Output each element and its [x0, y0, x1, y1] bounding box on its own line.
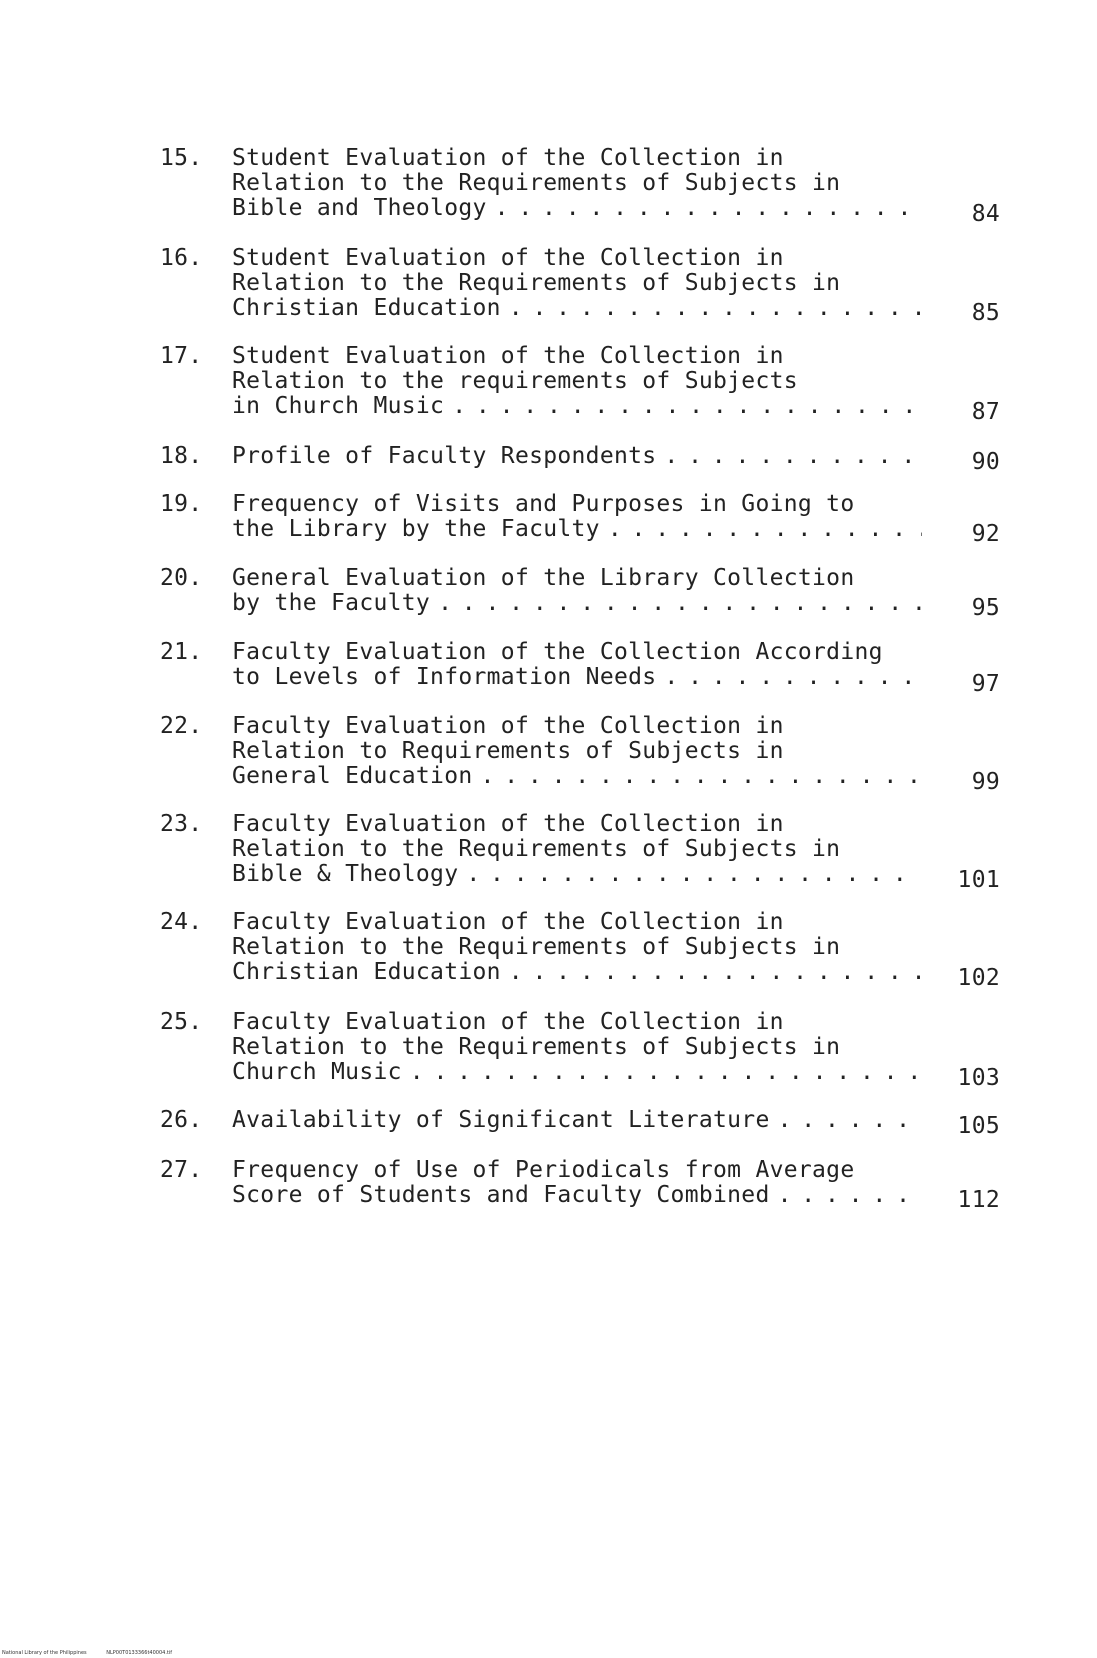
- page-number: 103: [957, 1065, 1000, 1091]
- entry-line: to Levels of Information Needs: [232, 664, 657, 690]
- entry-title: [232, 910, 922, 985]
- entry-line: Bible and Theology: [232, 195, 487, 221]
- page-number: 101: [957, 867, 1000, 893]
- entry-line: Relation to the Requirements of Subjects in: [232, 170, 841, 196]
- entry-line: General Education: [232, 763, 473, 789]
- entry-line: Relation to the Requirements of Subjects in: [232, 836, 841, 862]
- entry-number: 20.: [160, 565, 203, 591]
- entry-title: [232, 640, 922, 690]
- entry-line: by the Faculty: [232, 590, 431, 616]
- dot-leader: [509, 296, 922, 321]
- entry-title: [232, 714, 922, 789]
- entry-line: Faculty Evaluation of the Collection in: [232, 811, 784, 837]
- entry-line: Bible & Theology: [232, 861, 459, 887]
- entry-title: [232, 1158, 922, 1208]
- entry-line: in Church Music: [232, 393, 445, 419]
- entry-number: 23.: [160, 811, 203, 837]
- entry-number: 26.: [160, 1107, 203, 1133]
- dot-leader: [481, 764, 922, 789]
- dot-leader: [778, 1108, 922, 1133]
- entry-line: Christian Education: [232, 295, 501, 321]
- entry-line: the Library by the Faculty: [232, 516, 600, 542]
- entry-number: 19.: [160, 491, 203, 517]
- page-number: 90: [971, 449, 1000, 475]
- entry-title: [232, 246, 922, 321]
- page-number: 99: [971, 769, 1000, 795]
- entry-line: Relation to the Requirements of Subjects in: [232, 934, 841, 960]
- entry-line: Relation to the requirements of Subjects: [232, 368, 798, 394]
- entry-line: Church Music: [232, 1059, 402, 1085]
- page-number: 95: [971, 595, 1000, 621]
- page-number: 105: [957, 1113, 1000, 1139]
- entry-line: Relation to the Requirements of Subjects in: [232, 270, 841, 296]
- dot-leader: [410, 1060, 922, 1085]
- entry-number: 17.: [160, 343, 203, 369]
- page-number: 102: [957, 965, 1000, 991]
- entry-line: Student Evaluation of the Collection in: [232, 145, 784, 171]
- dot-leader: [664, 444, 922, 469]
- dot-leader: [664, 665, 922, 690]
- entry-line: Faculty Evaluation of the Collection in: [232, 909, 784, 935]
- dot-leader: [778, 1183, 922, 1208]
- dot-leader: [452, 394, 922, 419]
- entry-number: 16.: [160, 245, 203, 271]
- entry-number: 24.: [160, 909, 203, 935]
- entry-line: Student Evaluation of the Collection in: [232, 343, 784, 369]
- entry-line: Faculty Evaluation of the Collection According: [232, 639, 883, 665]
- page-number: 85: [971, 300, 1000, 326]
- page-number: 112: [957, 1187, 1000, 1213]
- entry-line: Christian Education: [232, 959, 501, 985]
- entry-number: 21.: [160, 639, 203, 665]
- entry-number: 15.: [160, 145, 203, 171]
- entry-title: [232, 566, 922, 616]
- entry-line: Profile of Faculty Respondents: [232, 443, 657, 469]
- dot-leader: [466, 862, 922, 887]
- entry-number: 25.: [160, 1009, 203, 1035]
- entry-line: Faculty Evaluation of the Collection in: [232, 713, 784, 739]
- entry-title: [232, 1108, 922, 1133]
- page-number: 87: [971, 399, 1000, 425]
- entry-title: [232, 1010, 922, 1085]
- entry-line: Faculty Evaluation of the Collection in: [232, 1009, 784, 1035]
- entry-title: [232, 812, 922, 887]
- page-number: 92: [971, 521, 1000, 547]
- entry-title: [232, 444, 922, 469]
- entry-number: 18.: [160, 443, 203, 469]
- dot-leader: [509, 960, 922, 985]
- entry-line: Relation to the Requirements of Subjects in: [232, 1034, 841, 1060]
- entry-number: 27.: [160, 1157, 203, 1183]
- page-number: 84: [971, 201, 1000, 227]
- scan-footer: [2, 1650, 190, 1656]
- entry-line: Relation to Requirements of Subjects in: [232, 738, 784, 764]
- entry-title: [232, 146, 922, 221]
- entry-number: 22.: [160, 713, 203, 739]
- page-number: 97: [971, 671, 1000, 697]
- entry-title: [232, 344, 922, 419]
- entry-line: Student Evaluation of the Collection in: [232, 245, 784, 271]
- entry-line: Score of Students and Faculty Combined: [232, 1182, 770, 1208]
- dot-leader: [608, 517, 922, 542]
- dot-leader: [495, 196, 922, 221]
- footer-file-code: NLP00T0133366t40004.tif: [106, 1650, 173, 1656]
- footer-library: National Library of the Philippines: [2, 1650, 87, 1656]
- entry-line: General Evaluation of the Library Collection: [232, 565, 855, 591]
- entry-line: Availability of Significant Literature: [232, 1107, 770, 1133]
- entry-line: Frequency of Use of Periodicals from Average: [232, 1157, 855, 1183]
- entry-line: Frequency of Visits and Purposes in Going to: [232, 491, 855, 517]
- dot-leader: [438, 591, 922, 616]
- entry-title: [232, 492, 922, 542]
